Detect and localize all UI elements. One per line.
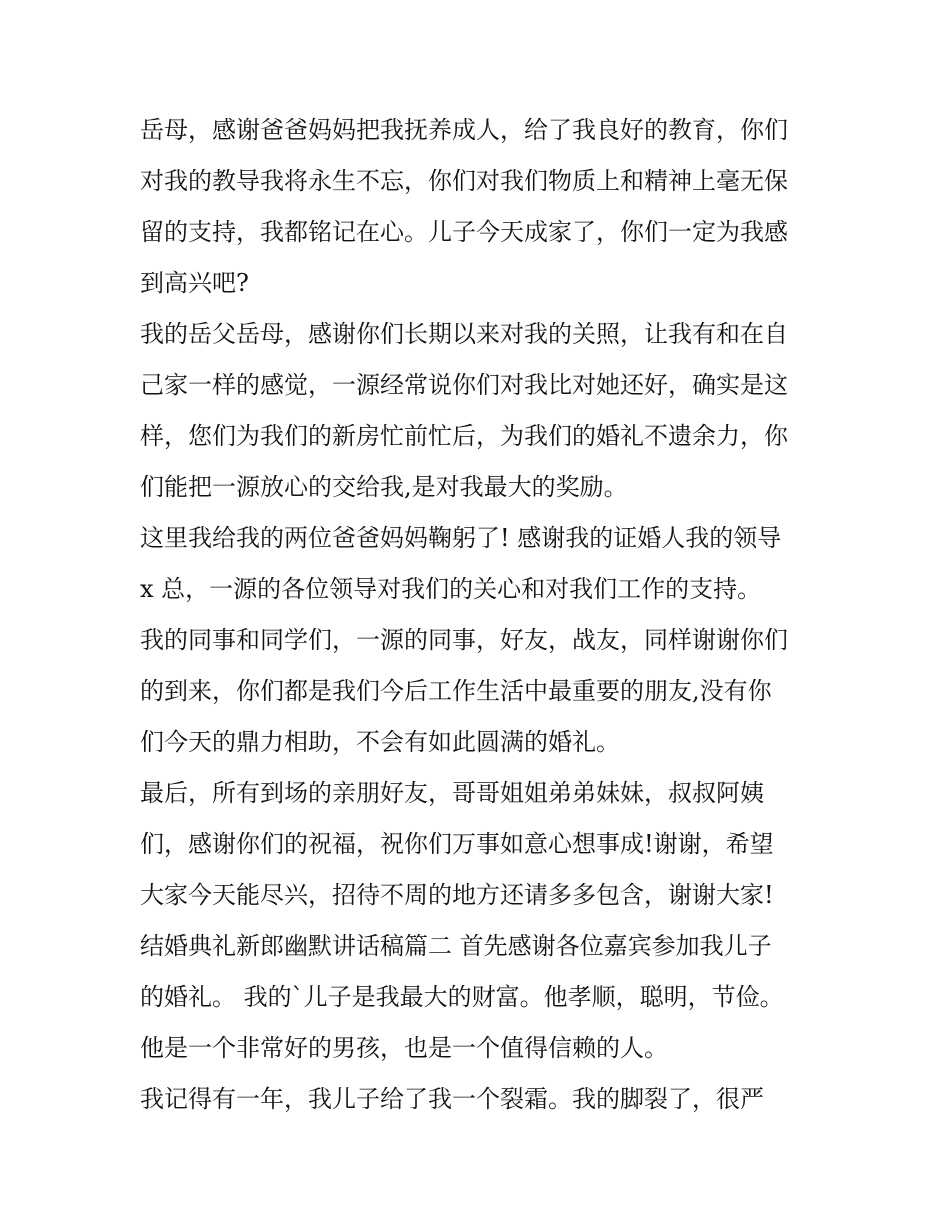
text-line: 的婚礼。 我的`儿子是我最大的财富。他孝顺，聪明，节俭。 (140, 983, 784, 1011)
text-line: 大家今天能尽兴，招待不周的地方还请多多包含，谢谢大家! (140, 881, 774, 909)
text-line: 我的岳父岳母，感谢你们长期以来对我的关照，让我有和在自 (140, 320, 788, 348)
text-line: 的到来，你们都是我们今后工作生活中最重要的朋友,没有你 (140, 677, 772, 705)
text-line: 这里我给我的两位爸爸妈妈鞠躬了! 感谢我的证婚人我的领导 (140, 524, 782, 552)
body-text (140, 110, 820, 1130)
text-line: 最后，所有到场的亲朋好友，哥哥姐姐弟弟妹妹，叔叔阿姨 (140, 779, 764, 807)
text-line: 们能把一源放心的交给我,是对我最大的奖励。 (140, 473, 628, 501)
text-line: 己家一样的感觉，一源经常说你们对我比对她还好，确实是这 (140, 371, 788, 399)
text-line: 他是一个非常好的男孩，也是一个值得信赖的人。 (140, 1034, 668, 1062)
text-line: 我的同事和同学们，一源的同事，好友，战友，同样谢谢你们 (140, 626, 788, 654)
text-line: 到高兴吧? (140, 269, 249, 297)
text-line: 岳母，感谢爸爸妈妈把我抚养成人，给了我良好的教育，你们 (140, 116, 788, 144)
text-line: 们今天的鼎力相助，不会有如此圆满的婚礼。 (140, 728, 620, 756)
text-line: 对我的教导我将永生不忘，你们对我们物质上和精神上毫无保 (140, 167, 788, 195)
text-line: 们，感谢你们的祝福，祝你们万事如意心想事成!谢谢，希望 (140, 830, 774, 858)
text-line: 我记得有一年，我儿子给了我一个裂霜。我的脚裂了，很严 (140, 1085, 764, 1113)
text-line: 留的支持，我都铭记在心。儿子今天成家了，你们一定为我感 (140, 218, 788, 246)
text-line: 样，您们为我们的新房忙前忙后，为我们的婚礼不遗余力，你 (140, 422, 788, 450)
text-line: 结婚典礼新郎幽默讲话稿篇二 首先感谢各位嘉宾参加我儿子 (140, 932, 772, 960)
text-line: x 总，一源的各位领导对我们的关心和对我们工作的支持。 (140, 575, 762, 603)
